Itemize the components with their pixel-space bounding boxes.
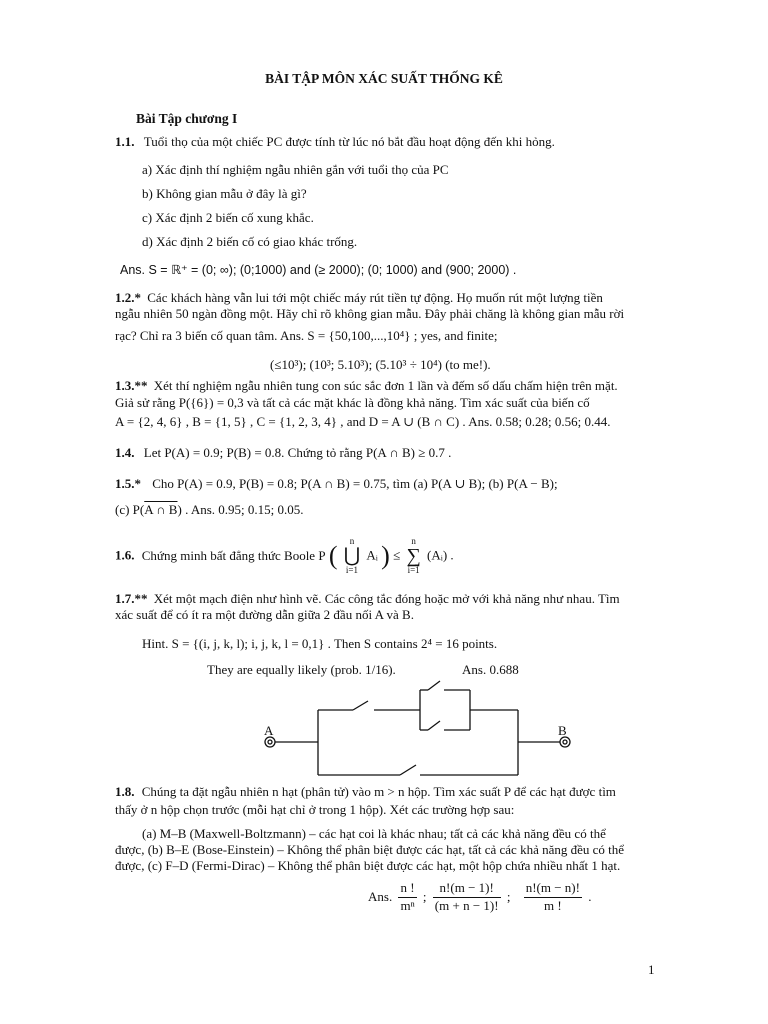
item-c: c) Xác định 2 biến cố xung khắc. bbox=[142, 210, 314, 225]
answer-1-1: Ans. S = ℝ⁺ = (0; ∞); (0;1000) and (≥ 2000); (0; 1000) and (900; 2000) . bbox=[120, 263, 517, 277]
sum-arg: (Aᵢ) . bbox=[426, 547, 454, 563]
exercise-number: 1.4. bbox=[115, 445, 135, 460]
exercise-1-5-line2 bbox=[115, 502, 304, 519]
switch-1-icon bbox=[353, 701, 368, 710]
separator: ; bbox=[506, 888, 511, 904]
answer-1-8 bbox=[368, 880, 591, 930]
exercise-1-8-line2: thấy ở n hộp chọn trước (mỗi hạt chỉ ở trong 1 hộp). Xét các trường hợp sau: bbox=[115, 802, 515, 817]
exercise-text: Let P(A) = 0.9; P(B) = 0.8. Chứng tỏ rằng P(A ∩ B) ≥ 0.7 . bbox=[143, 445, 452, 460]
switch-2-icon bbox=[428, 681, 440, 690]
fraction-be-num: n!(m − 1)! bbox=[433, 880, 501, 898]
label-a: A bbox=[264, 723, 274, 738]
exercise-1-3-line2: Giả sử rằng P({6}) = 0,3 và tất cả các mặt khác là đồng khả năng. Tìm xác suất của biến cố bbox=[115, 395, 590, 410]
fraction-fd bbox=[524, 880, 582, 915]
exercise-number: 1.3.** bbox=[115, 378, 148, 393]
exercise-1-2-line1 bbox=[115, 290, 603, 307]
switch-3-icon bbox=[428, 721, 440, 730]
answer-1-7: Ans. 0.688 bbox=[462, 662, 519, 677]
exercise-1-7-line1 bbox=[115, 591, 620, 608]
exercise-1-6 bbox=[115, 537, 454, 577]
le-symbol: ≤ bbox=[393, 547, 401, 563]
section-heading: Bài Tập chương I bbox=[136, 111, 238, 126]
fraction-mb-num: n ! bbox=[398, 880, 416, 898]
complement-expr: A ∩ B bbox=[144, 502, 178, 517]
exercise-text: Tuổi thọ của một chiếc PC được tính từ lúc nó bắt đầu hoạt động đến khi hỏng. bbox=[143, 134, 555, 149]
page-title: BÀI TẬP MÔN XÁC SUẤT THỐNG KÊ bbox=[265, 71, 503, 86]
exercise-1-8-line5: được, (c) F–D (Fermi-Dirac) – Không thể phân biệt được các hạt, một hộp chứa nhiều nhất 1 hạt. bbox=[115, 858, 621, 873]
exercise-1-8-line1 bbox=[115, 784, 616, 801]
terminal-a-dot bbox=[268, 740, 272, 744]
exercise-number: 1.1. bbox=[115, 134, 135, 149]
sum-symbol: ∑ bbox=[406, 545, 421, 567]
terminal-b-dot bbox=[563, 740, 567, 744]
exercise-1-7-line2: xác suất để có ít ra một đường dẫn giữa 2 đầu nối A và B. bbox=[115, 607, 414, 622]
item-d: d) Xác định 2 biến cố có giao khác trống. bbox=[142, 234, 358, 249]
sum-operator bbox=[406, 537, 420, 575]
expr-prefix: (c) P( bbox=[115, 502, 145, 517]
paren-close: ) bbox=[381, 541, 390, 571]
fraction-mb-den: mⁿ bbox=[400, 897, 415, 913]
exercise-1-2-line2: ngẫu nhiên 50 ngàn đồng một. Hãy chỉ rõ không gian mẫu. Đây phải chăng là không gian mẫu rời bbox=[115, 306, 625, 321]
exercise-text: Xét thí nghiệm ngẫu nhiên tung con súc sắc đơn 1 lần và đếm số dấu chấm hiện trên mặt. bbox=[153, 378, 618, 393]
exercise-text: Các khách hàng vẫn lui tới một chiếc máy rút tiền tự động. Họ muốn rút một lượng tiền bbox=[147, 290, 603, 305]
exercise-number: 1.7.** bbox=[115, 591, 148, 606]
circuit-diagram bbox=[240, 672, 600, 782]
exercise-number: 1.8. bbox=[115, 784, 135, 799]
union-arg: Aᵢ bbox=[366, 547, 378, 563]
hint-1-7: Hint. S = {(i, j, k, l); i, j, k, l = 0,1} . Then S contains 2⁴ = 16 points. bbox=[142, 636, 498, 651]
exercise-1-3-line3: A = {2, 4, 6} , B = {1, 5} , C = {1, 2, 3, 4} , and D = A ∪ (B ∩ C) . Ans. 0.58; 0.28; 0.56; 0.44. bbox=[115, 414, 611, 429]
exercise-1-2-line4: (≤10³); (10³; 5.10³); (5.10³ ÷ 10⁴) (to me!). bbox=[270, 357, 491, 372]
union-lower: i=1 bbox=[345, 565, 358, 575]
item-b: b) Không gian mẫu ở đây là gì? bbox=[142, 186, 307, 201]
exercise-1-1 bbox=[115, 134, 555, 151]
label-b: B bbox=[558, 723, 567, 738]
exercise-1-3-line1 bbox=[115, 378, 618, 395]
exercise-1-8-line3: (a) M–B (Maxwell-Boltzmann) – các hạt coi là khác nhau; tất cả các khả năng đều có thể bbox=[142, 826, 606, 841]
separator: ; bbox=[422, 888, 427, 904]
period: . bbox=[588, 888, 592, 904]
exercise-text: Chứng minh bất đẳng thức Boole P bbox=[141, 547, 326, 563]
exercise-1-5-line1 bbox=[115, 476, 558, 493]
switch-4-icon bbox=[400, 765, 416, 775]
sum-upper: n bbox=[411, 536, 416, 546]
exercise-1-8-line4: được, (b) B–E (Bose-Einstein) – Không thể phân biệt được các hạt, tất cả các khả năng đều có thể bbox=[115, 842, 625, 857]
exercise-number: 1.2.* bbox=[115, 290, 141, 305]
paren-open: ( bbox=[328, 541, 338, 571]
union-operator bbox=[344, 537, 360, 575]
union-symbol: ⋃ bbox=[343, 545, 361, 567]
page-number: 1 bbox=[648, 962, 655, 977]
item-a: a) Xác định thí nghiệm ngẫu nhiên gắn với tuổi thọ của PC bbox=[142, 162, 449, 177]
exercise-number: 1.6. bbox=[115, 547, 135, 563]
exercise-1-4 bbox=[115, 445, 451, 462]
terminal-b-icon bbox=[560, 737, 570, 747]
equally-likely-note: They are equally likely (prob. 1/16). bbox=[207, 662, 396, 677]
union-upper: n bbox=[349, 536, 355, 546]
exercise-text: Chúng ta đặt ngẫu nhiên n hạt (phân tử) vào m > n hộp. Tìm xác suất P để các hạt được tìm bbox=[141, 784, 616, 799]
exercise-text: Xét một mạch điện như hình vẽ. Các công tắc đóng hoặc mở với khả năng như nhau. Tìm bbox=[153, 591, 620, 606]
fraction-fd-den: m ! bbox=[543, 897, 562, 913]
expr-suffix: ) . Ans. 0.95; 0.15; 0.05. bbox=[177, 502, 304, 517]
exercise-1-2-line3: rạc? Chỉ ra 3 biến cố quan tâm. Ans. S = {50,100,...,10⁴} ; yes, and finite; bbox=[115, 328, 498, 343]
answer-label: Ans. bbox=[368, 888, 393, 904]
exercise-text: Cho P(A) = 0.9, P(B) = 0.8; P(A ∩ B) = 0.75, tìm (a) P(A ∪ B); (b) P(A − B); bbox=[152, 476, 558, 491]
fraction-fd-num: n!(m − n)! bbox=[524, 880, 582, 898]
fraction-be bbox=[433, 880, 501, 915]
exercise-number: 1.5.* bbox=[115, 476, 141, 491]
terminal-a-icon bbox=[265, 737, 275, 747]
fraction-be-den: (m + n − 1)! bbox=[434, 897, 499, 913]
sum-lower: i=1 bbox=[407, 565, 420, 575]
fraction-mb bbox=[398, 880, 416, 915]
